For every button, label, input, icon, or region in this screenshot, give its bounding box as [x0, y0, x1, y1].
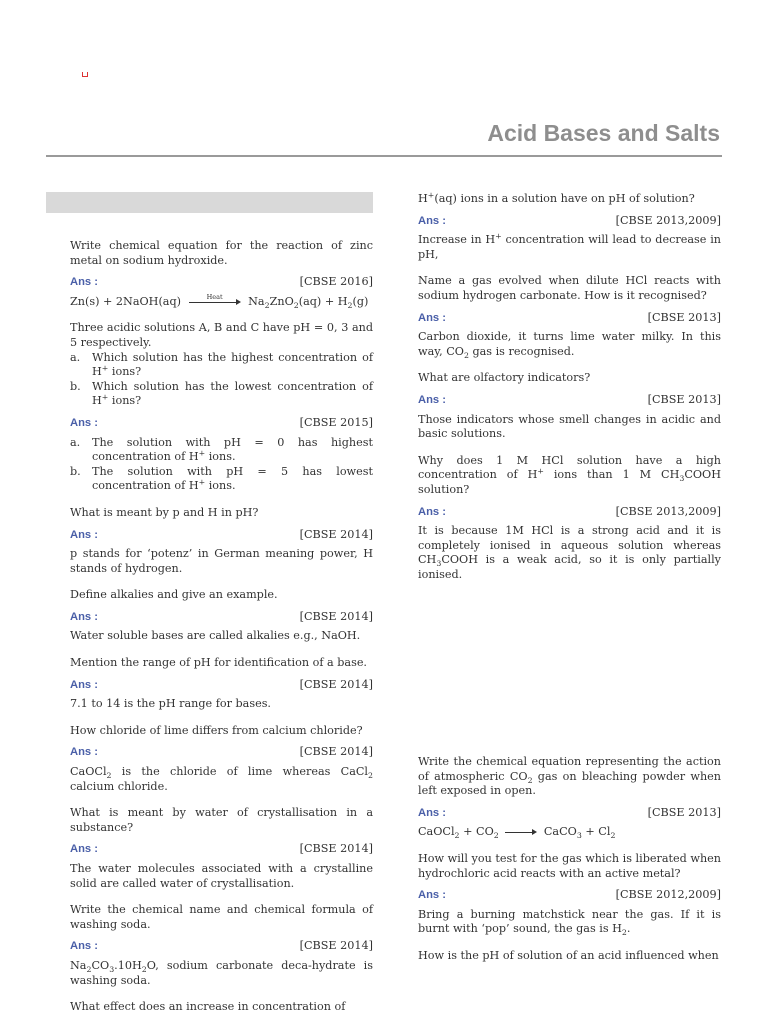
title-rule	[46, 155, 722, 157]
left-column	[70, 239, 373, 1022]
heat-arrow	[189, 292, 241, 308]
answer-header-12	[418, 505, 721, 520]
question-13: Write the chemical equation representing the action of atmospheric $CO_2$ gas on bleaching powder when left exposed in open.	[418, 755, 722, 798]
question-5: Mention the range of pH for identification of a base.	[70, 656, 367, 670]
question-3: What is meant by p and H in pH?	[70, 505, 259, 519]
answer-header-6	[70, 745, 373, 760]
equation-1	[70, 292, 373, 311]
exam-source: [CBSE 2013]	[647, 805, 721, 819]
equation-rhs: (aq) + H	[298, 294, 348, 308]
answer-header-10	[418, 311, 721, 326]
ans-label: Ans :	[70, 678, 98, 691]
ans-label: Ans :	[418, 214, 446, 227]
question-7: What is meant by water of crystallisation in a substance?	[70, 806, 373, 834]
ans-label: Ans :	[70, 843, 98, 856]
answer-11: Those indicators whose smell changes in acidic and basic solutions.	[418, 412, 721, 441]
ans-label: Ans :	[70, 528, 98, 541]
ans-label: Ans :	[70, 610, 98, 623]
ans-label: Ans :	[70, 940, 98, 953]
equation-rhs: Na	[248, 294, 265, 308]
answer-header-8	[70, 939, 373, 954]
question-10: Name a gas evolved when dilute HCl reacts with sodium hydrogen carbonate. How is it recognised?	[418, 274, 721, 302]
ans-label: Ans :	[418, 311, 446, 324]
ans-label: Ans :	[418, 393, 446, 406]
right-column	[418, 192, 721, 594]
answer-header-2	[70, 416, 373, 431]
answer-14: Bring a burning matchstick near the gas. If it is burnt with ‘pop’ sound, the gas is $H_2$.	[418, 907, 721, 938]
right-column-lower	[418, 755, 721, 971]
question-2: Three acidic solutions A, B and C have pH = 0, 3 and 5 respectively.	[70, 321, 373, 349]
exam-source: [CBSE 2014]	[299, 677, 373, 691]
subscript: 2	[264, 301, 270, 311]
exam-source: [CBSE 2014]	[299, 842, 373, 856]
question-9-continued: H+(aq) ions in a solution have on pH of solution?	[418, 190, 695, 205]
exam-source: [CBSE 2013]	[647, 310, 721, 324]
answer-4: Water soluble bases are called alkalies e.g., NaOH.	[70, 629, 361, 643]
question-2-items	[70, 351, 373, 409]
answer-9: Increase in H+ concentration will lead to decrease in pH,	[418, 231, 721, 261]
exam-source: [CBSE 2016]	[299, 275, 373, 289]
list-item: a. The solution with pH = 0 has highest concentration of H+ ions.	[70, 435, 373, 464]
equation-2: CaOCl$_2$ + $CO_2$ CaCO$_3$ + $Cl_2$	[418, 825, 616, 841]
answer-header-14	[418, 888, 721, 903]
answer-5: 7.1 to 14 is the pH range for bases.	[70, 697, 271, 711]
reaction-arrow	[505, 827, 537, 837]
answer-header-9	[418, 214, 721, 229]
answer-12: It is because 1M HCl is a strong acid and it is completely ionised in aqueous solution whereas $CH_3COOH$ is a weak acid, so it is only partially ionised.	[418, 524, 721, 581]
answer-10: Carbon dioxide, it turns lime water milky. In this way, $CO_2$ gas is recognised.	[418, 330, 721, 360]
list-item: a. Which solution has the highest concentration of H+ ions?	[70, 350, 373, 379]
page-title: Acid Bases and Salts	[487, 120, 720, 146]
answer-header-5	[70, 678, 373, 693]
list-item: b. The solution with pH = 5 has lowest concentration of H+ ions.	[70, 464, 373, 493]
exam-source: [CBSE 2014]	[299, 527, 373, 541]
exam-source: [CBSE 2013]	[647, 392, 721, 406]
question-4: Define alkalies and give an example.	[70, 588, 278, 602]
subscript: 2	[347, 301, 353, 311]
exam-source: [CBSE 2012,2009]	[615, 888, 721, 902]
question-11: What are olfactory indicators?	[418, 371, 591, 385]
answer-3: p stands for ‘potenz’ in German meaning power, H stands of hydrogen.	[70, 547, 373, 575]
question-8: Write the chemical name and chemical formula of washing soda.	[70, 903, 373, 931]
exam-source: [CBSE 2014]	[299, 609, 373, 623]
exam-source: [CBSE 2014]	[299, 939, 373, 953]
answer-header-11	[418, 393, 721, 408]
question-1: Write chemical equation for the reaction of zinc metal on sodium hydroxide.	[70, 239, 373, 267]
answer-2-items	[70, 436, 373, 494]
corner-mark	[82, 72, 88, 77]
answer-header-1	[70, 275, 373, 290]
exam-source: [CBSE 2015]	[299, 415, 373, 429]
list-item: b. Which solution has the lowest concentration of H+ ions?	[70, 379, 373, 408]
equation-rhs: (g)	[352, 294, 369, 308]
question-6: How chloride of lime differs from calcium chloride?	[70, 723, 363, 737]
answer-8: $Na_2CO_3.10H_2O$, sodium carbonate deca-hydrate is washing soda.	[70, 958, 373, 987]
ans-label: Ans :	[418, 889, 446, 902]
question-15: How is the pH of solution of an acid influenced when	[418, 948, 719, 962]
answer-header-3	[70, 528, 373, 543]
ans-label: Ans :	[418, 505, 446, 518]
answer-7: The water molecules associated with a crystalline solid are called water of crystallisation.	[70, 862, 373, 890]
exam-source: [CBSE 2013,2009]	[615, 504, 721, 518]
ans-label: Ans :	[418, 806, 446, 819]
section-header-bar	[46, 192, 373, 213]
equation-rhs: ZnO	[269, 294, 294, 308]
answer-header-4	[70, 610, 373, 625]
equation-lhs: Zn(s) + 2NaOH(aq)	[70, 294, 182, 308]
question-12: Why does 1 M HCl solution have a high concentration of H+ ions than 1 M $CH_3COOH$ solution?	[418, 453, 721, 496]
subscript: 2	[293, 301, 299, 311]
answer-header-13	[418, 806, 721, 821]
ans-label: Ans :	[70, 746, 98, 759]
ans-label: Ans :	[70, 416, 98, 429]
heat-label: Heat	[206, 292, 223, 301]
question-9: What effect does an increase in concentration of	[70, 1000, 346, 1014]
exam-source: [CBSE 2013,2009]	[615, 213, 721, 227]
question-14: How will you test for the gas which is liberated when hydrochloric acid reacts with an active metal?	[418, 851, 721, 880]
ans-label: Ans :	[70, 276, 98, 289]
answer-header-7	[70, 842, 373, 857]
exam-source: [CBSE 2014]	[299, 745, 373, 759]
answer-6: CaOCl$_2$ is the chloride of lime whereas CaCl$_2$ calcium chloride.	[70, 765, 373, 793]
